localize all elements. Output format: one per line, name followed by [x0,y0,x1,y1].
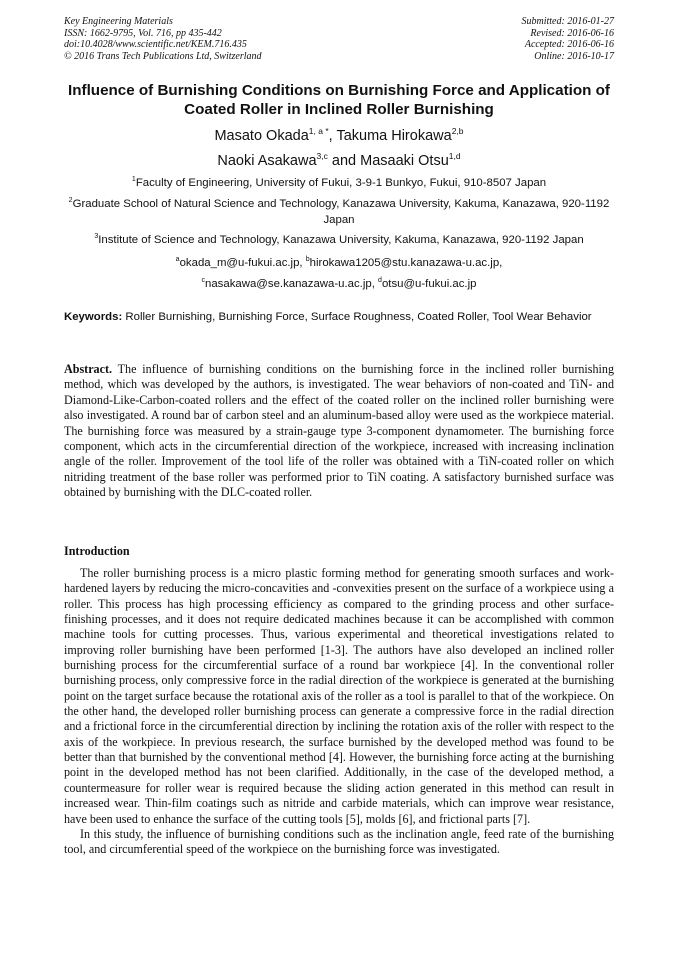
affiliation-text: Graduate School of Natural Science and Technology, Kanazawa University, Kakuma, Kanazawa, 920-1192 Japan [72,198,610,226]
author-name: Masato Okada [214,128,309,144]
author-list [52,124,626,174]
journal-doi: doi:10.4028/www.scientific.net/KEM.716.435 [64,39,247,51]
author-affil-marker: 1, a * [308,126,329,136]
email-line-1 [60,256,618,272]
date-submitted: Submitted: 2016-01-27 [521,16,614,27]
email-line-2 [60,277,618,293]
author-name: Naoki Asakawa [217,153,317,169]
keywords-label: Keywords: [64,311,123,323]
submission-dates [522,16,615,62]
affiliation-text: Faculty of Engineering, University of Fukui, 3-9-1 Bunkyo, Fukui, 910-8507 Japan [135,177,547,189]
journal-info [64,16,262,62]
email-link[interactable]: hirokawa1205@stu.kanazawa-u.ac.jp, [309,257,503,269]
affiliation-3 [60,233,618,249]
abstract-label: Abstract. [64,362,113,376]
keywords [64,310,614,326]
date-revised: Revised: 2016-06-16 [530,27,614,39]
section-heading-introduction: Introduction [64,544,130,558]
author-name: Takuma Hirokawa [336,128,452,144]
affiliation-marker: 2 [68,197,73,204]
affiliation-marker: 1 [131,176,136,183]
journal-copyright: © 2016 Trans Tech Publications Ltd, Switzerland [64,50,262,62]
affiliation-1 [60,176,618,192]
keywords-text: Roller Burnishing, Burnishing Force, Surface Roughness, Coated Roller, Tool Wear Behavior [122,311,592,323]
email-link[interactable]: okada_m@u-fukui.ac.jp, [179,257,306,269]
email-marker: a [175,256,180,263]
journal-name: Key Engineering Materials [64,16,173,27]
affiliation-2 [60,197,618,228]
author-line-1 [52,124,626,149]
date-online: Online: 2016-10-17 [534,50,614,62]
email-link[interactable]: nasakawa@se.kanazawa-u.ac.jp, [205,278,379,290]
author-line-2 [52,149,626,174]
affiliation-marker: 3 [94,233,99,240]
email-marker: d [378,277,382,284]
abstract-text: The influence of burnishing conditions on the burnishing force in the inclined roller burnishing method, which was developed by the authors, is investigated. The wear behaviors of non-coated and TiN- and Diamond-Like-Carbon-coated rollers and the effect of the coated roller on the inclined roller burnishing were also investigated. A round bar of carbon steel and an aluminum-based alloy were used as the workpiece material. The burnishing force was measured by a strain-gauge type 3-component dynamometer. The burnishing force component, which acts in the circumferential direction of the workpiece, increased with increasing inclination angle of the roller. Improvement of the tool life of the roller was obtained with a TiN-coated roller on which nitriding treatment of the base roller was performed prior to TiN coating. A satisfactory burnished surface was obtained by burnishing with the DLC-coated roller. [64,362,614,500]
email-marker: c [201,277,206,284]
journal-issn: ISSN: 1662-9795, Vol. 716, pp 435-442 [64,27,222,39]
introduction-body [64,566,614,858]
author-affil-marker: 3,c [316,151,328,161]
abstract [64,362,614,501]
affiliation-text: Institute of Science and Technology, Kanazawa University, Kakuma, Kanazawa, 920-1192 Japan [98,234,584,246]
author-name: Masaaki Otsu [360,153,449,169]
date-accepted: Accepted: 2016-06-16 [524,39,614,51]
author-conjunction: and [327,153,361,169]
email-marker: b [305,256,310,263]
author-affil-marker: 1,d [448,151,461,161]
author-separator: , [328,128,337,144]
paragraph: The roller burnishing process is a micro plastic forming method for generating smooth surfaces and work-hardened layers by reducing the micro-concavities and -convexities present on the surface of a workpiece using a roller. This process has high processing efficiency as compared to the grinding process and other surface-finishing processes, and it does not require dedicated machines because it can be accomplished with common machine tools for cutting processes. Thus, various experimental and theoretical investigations related to improving roller burnishing have been performed [1-3]. The authors have also developed an inclined roller burnishing process for the circumferential surface of a round bar workpiece [4]. In the conventional roller burnishing process, only compressive force in the radial direction of the workpiece is generated at the burnishing point on the target surface because the rotational axis of the roller as a tool is parallel to that of the workpiece. On the other hand, the developed roller burnishing process can generate a compressive force in the radial direction and a frictional force in the circumferential direction by inclining the rotation axis of the roller with respect to the axis of the workpiece. In previous research, the surface burnished by the developed method was found to be better than that burnished by the conventional method [4]. However, the burnishing force acting at the burnishing point in the developed method has not been clarified. Additionally, in the case of the developed method, a countermeasure for roller wear is required because the sliding action generated in this method can result in increased wear. Thin-film coatings such as nitride and carbide materials, which can improve wear resistance, have been used to enhance the surface of the cutting tools [5], molds [6], and frictional parts [7]. [64,566,614,826]
paper-title: Influence of Burnishing Conditions on Burnishing Force and Application of Coated Roller in Inclined Roller Burnishing [68,82,610,118]
paragraph: In this study, the influence of burnishing conditions such as the inclination angle, feed rate of the burnishing tool, and circumferential speed of the workpiece on the burnishing force was investigated. [64,826,614,857]
author-affil-marker: 2,b [451,126,464,136]
email-link[interactable]: otsu@u-fukui.ac.jp [381,278,477,290]
